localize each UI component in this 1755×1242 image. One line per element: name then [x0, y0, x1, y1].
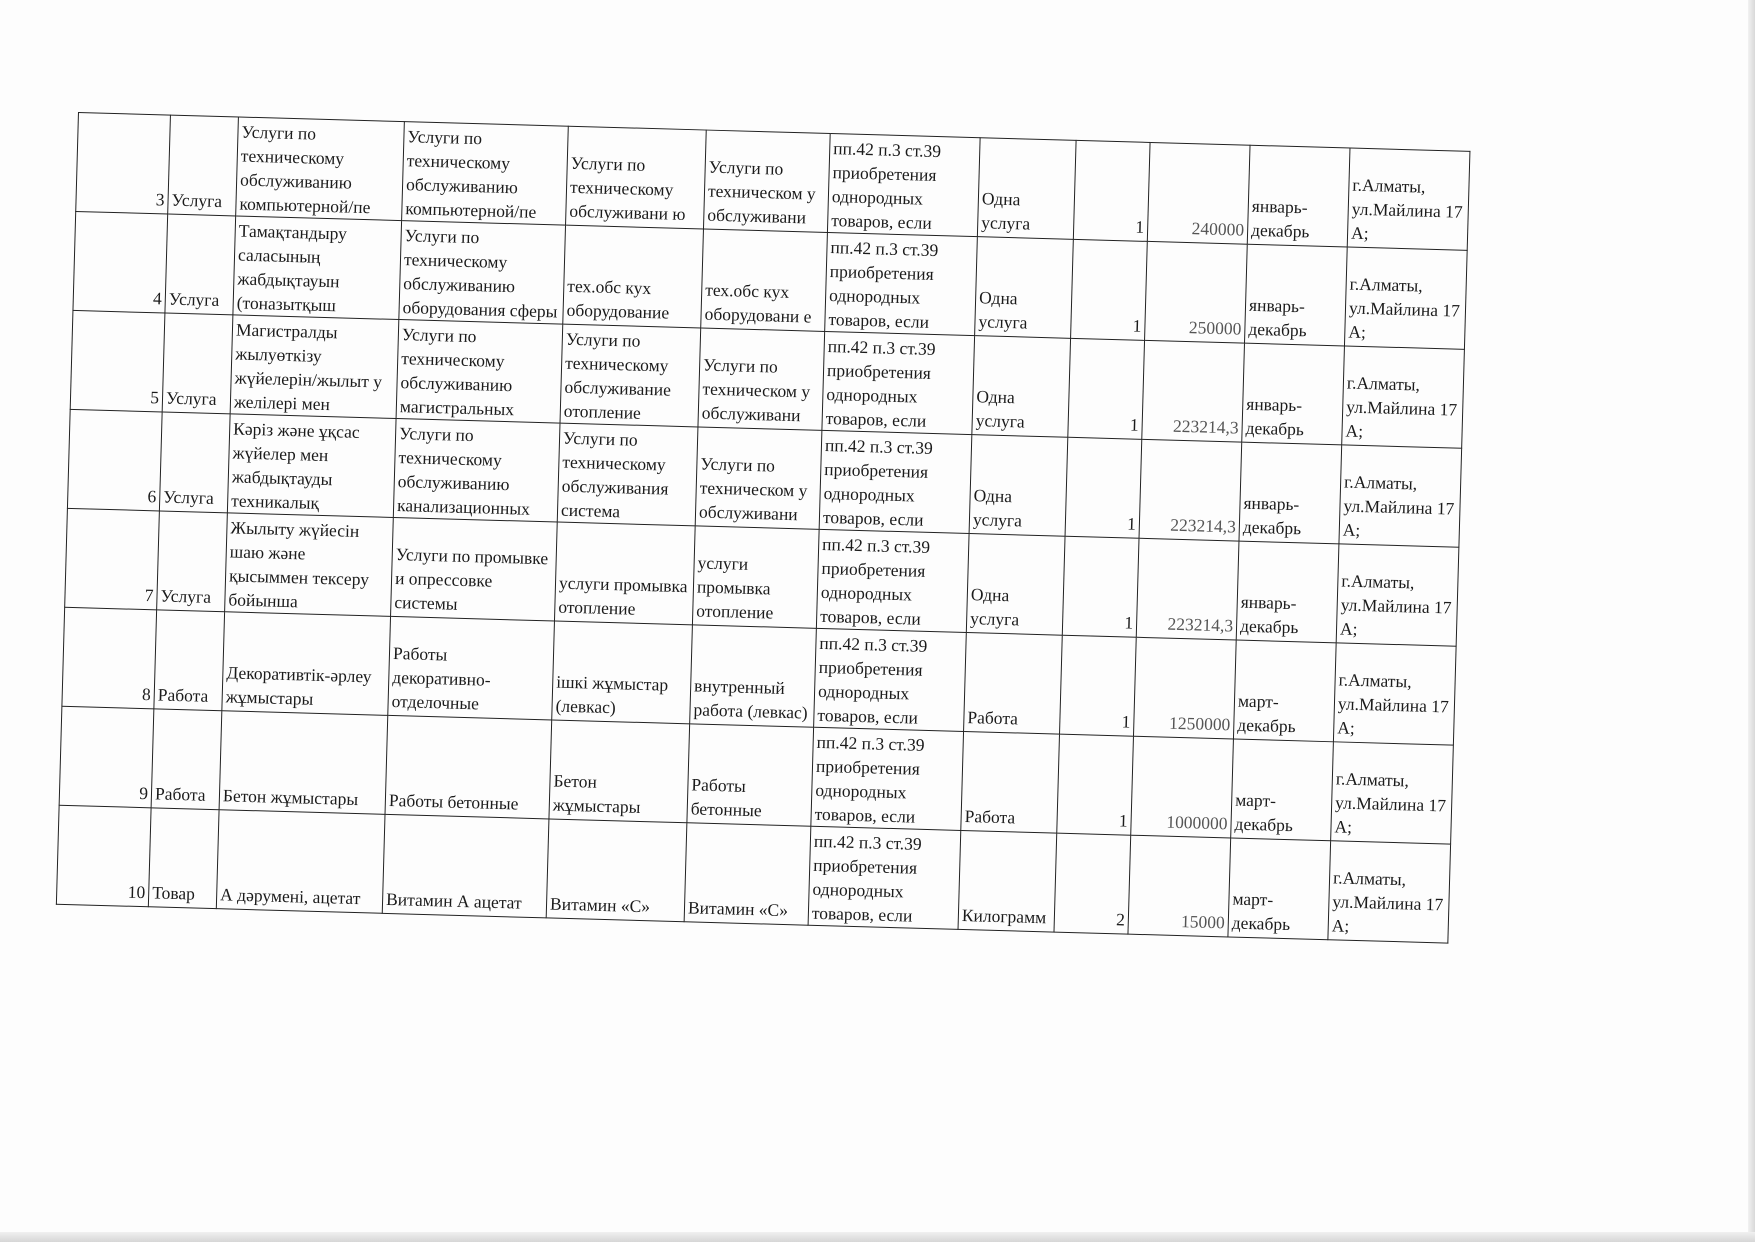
short-description-kz [552, 621, 693, 724]
quantity [1062, 536, 1139, 637]
delivery-place [1331, 742, 1454, 844]
short-description-ru [690, 625, 817, 727]
cell-period: январь-декабрь [1242, 492, 1302, 539]
cell-short-kz: Витамин «С» [549, 893, 651, 917]
cell-name-kz: Бетон жұмыстары [222, 785, 359, 810]
delivery-place [1339, 445, 1462, 547]
short-description-kz [549, 720, 690, 823]
delivery-period [1239, 442, 1342, 544]
cell-short-kz: Услуги по техническому обслуживания система [560, 427, 669, 522]
procurement-plan-table [56, 112, 1471, 944]
quantity [1054, 833, 1131, 934]
amount [1142, 340, 1245, 442]
cell-amount: 1000000 [1166, 811, 1228, 834]
name-kz [230, 315, 399, 419]
delivery-place [1344, 247, 1467, 349]
unit-of-measure [975, 237, 1074, 339]
cell-name-ru: Услуги по техническому обслуживанию компьютерной/пе [405, 126, 537, 222]
procurement-basis [819, 430, 972, 533]
cell-basis: пп.42 п.3 ст.39 приобретения однородных товаров, если [814, 731, 925, 827]
cell-period: январь-декабрь [1239, 591, 1299, 638]
cell-type: Услуга [160, 585, 212, 607]
cell-place: г.Алматы, ул.Майлина 17 А; [1348, 273, 1461, 343]
cell-place: г.Алматы, ул.Майлина 17 А; [1350, 174, 1463, 244]
cell-period: январь-декабрь [1248, 294, 1307, 341]
cell-qty: 1 [1129, 414, 1139, 435]
cell-unit: Одна услуга [969, 584, 1020, 630]
amount [1139, 439, 1242, 541]
cell-amount: 240000 [1191, 218, 1245, 240]
short-description-ru [701, 229, 828, 331]
delivery-period [1236, 541, 1339, 643]
name-ru [402, 122, 569, 226]
item-type [165, 214, 236, 315]
item-type [162, 313, 233, 414]
delivery-period [1231, 739, 1334, 841]
delivery-period [1233, 640, 1336, 742]
cell-basis: пп.42 п.3 ст.39 приобретения однородных товаров, если [822, 434, 934, 530]
name-ru [393, 419, 560, 523]
cell-short-ru: тех.обс кух оборудовани е [704, 279, 812, 327]
item-type [159, 412, 230, 513]
table-body [56, 113, 1470, 944]
cell-qty: 1 [1121, 711, 1131, 732]
scan-bottom-edge [0, 1232, 1755, 1242]
cell-type: Работа [157, 684, 209, 706]
cell-unit: Одна услуга [972, 485, 1023, 531]
name-ru [391, 517, 558, 621]
procurement-basis [811, 727, 964, 830]
unit-of-measure [977, 138, 1076, 240]
procurement-basis [814, 628, 967, 731]
amount [1147, 142, 1250, 244]
cell-unit: Одна услуга [975, 386, 1025, 432]
name-ru [399, 221, 566, 325]
procurement-table-scan [56, 112, 1471, 944]
row-number [73, 211, 168, 313]
cell-short-kz: Бетон жұмыстары [552, 770, 641, 817]
delivery-period [1247, 145, 1350, 247]
cell-short-ru: Услуги по техническом у обслуживани [701, 354, 811, 426]
cell-place: г.Алматы, ул.Майлина 17 А; [1342, 471, 1455, 540]
cell-name-ru: Услуги по техническому обслуживанию магистральных [399, 324, 515, 420]
name-kz [227, 414, 396, 518]
cell-short-kz: Услуги по техническому обслуживание отопление [563, 328, 672, 423]
cell-short-kz: услуги промывка отопление [558, 572, 688, 619]
name-kz [233, 216, 402, 320]
cell-basis: пп.42 п.3 ст.39 приобретения однородных товаров, если [817, 632, 928, 728]
amount [1131, 736, 1234, 838]
cell-short-ru: Витамин «С» [687, 897, 789, 921]
cell-name-kz: Тамақтандыру саласының жабдықтауын (тоназытқыш [236, 220, 348, 316]
amount [1133, 637, 1236, 739]
cell-amount: 223214,3 [1172, 415, 1239, 438]
cell-amount: 250000 [1188, 317, 1242, 339]
cell-no: 4 [152, 288, 163, 309]
name-ru [396, 320, 563, 424]
cell-amount: 223214,3 [1169, 514, 1237, 537]
cell-no: 5 [150, 387, 160, 408]
cell-no: 8 [141, 684, 152, 705]
item-type [148, 808, 219, 909]
short-description-ru [684, 823, 811, 925]
delivery-place [1328, 841, 1451, 943]
scan-right-edge [1748, 0, 1755, 1242]
cell-unit: Одна услуга [980, 188, 1031, 234]
cell-basis: пп.42 п.3 ст.39 приобретения однородных товаров, если [811, 830, 923, 926]
cell-no: 6 [147, 486, 157, 507]
quantity [1073, 140, 1150, 241]
short-description-ru [692, 526, 819, 628]
cell-short-ru: Работы бетонные [690, 774, 762, 821]
procurement-basis [816, 529, 969, 632]
short-description-kz [546, 819, 687, 922]
cell-type: Работа [154, 783, 206, 805]
name-kz [225, 513, 394, 617]
name-kz [219, 711, 388, 815]
cell-name-kz: Услуги по техническому обслуживанию компьютерной/пе [239, 121, 371, 218]
cell-qty: 1 [1126, 513, 1137, 534]
cell-no: 9 [138, 782, 149, 804]
cell-period: март-декабрь [1234, 789, 1294, 836]
name-kz [236, 117, 405, 221]
row-number [70, 310, 165, 412]
cell-place: г.Алматы, ул.Майлина 17 А; [1337, 669, 1450, 738]
cell-amount: 1250000 [1168, 712, 1231, 735]
row-number [59, 706, 154, 808]
cell-qty: 1 [1118, 810, 1128, 831]
cell-short-ru: Услуги по техническом у обслуживани [698, 453, 808, 525]
item-type [157, 511, 228, 612]
cell-name-ru: Витамин А ацетат [385, 888, 522, 913]
cell-short-ru: Услуги по техническом у обслуживани [707, 156, 816, 228]
row-number [67, 409, 162, 511]
cell-place: г.Алматы, ул.Майлина 17 А; [1345, 372, 1458, 442]
delivery-period [1228, 838, 1331, 940]
cell-basis: пп.42 п.3 ст.39 приобретения однородных товаров, если [828, 237, 939, 332]
cell-type: Товар [151, 882, 196, 904]
short-description-kz [563, 225, 704, 328]
unit-of-measure [964, 633, 1063, 735]
cell-unit: Работа [967, 707, 1019, 729]
cell-qty: 1 [1135, 216, 1145, 237]
short-description-ru [698, 328, 825, 430]
cell-unit: Килограмм [961, 904, 1047, 928]
cell-name-ru: Работы бетонные [388, 789, 519, 814]
cell-period: январь-декабрь [1245, 393, 1305, 440]
name-kz [216, 810, 385, 914]
quantity [1068, 338, 1145, 439]
cell-unit: Одна услуга [978, 287, 1028, 333]
cell-name-ru: Услуги по промывке и опрессовке системы [394, 544, 549, 614]
cell-amount: 223214,3 [1167, 613, 1234, 636]
cell-no: 10 [127, 881, 146, 903]
delivery-place [1347, 148, 1470, 250]
cell-period: март-декабрь [1231, 888, 1291, 935]
cell-name-ru: Работы декоративно-отделочные [391, 643, 491, 714]
amount [1136, 538, 1239, 640]
cell-basis: пп.42 п.3 ст.39 приобретения однородных товаров, если [819, 533, 931, 629]
unit-of-measure [969, 435, 1068, 537]
name-ru [382, 814, 549, 918]
item-type [168, 115, 239, 216]
cell-qty: 1 [1124, 612, 1134, 633]
quantity [1065, 437, 1142, 538]
cell-short-kz: ішкі жұмыстар (левкас) [555, 671, 669, 718]
cell-type: Услуга [171, 189, 223, 212]
procurement-basis [822, 331, 975, 434]
cell-name-kz: А дәрумені, ацетат [219, 884, 361, 909]
procurement-basis [827, 134, 980, 237]
short-description-kz [554, 522, 695, 625]
cell-name-kz: Магистралды жылуөткізу жүйелерін/жылыт у желілері мен [233, 319, 383, 415]
item-type [151, 709, 222, 810]
short-description-kz [557, 423, 698, 526]
cell-type: Услуга [165, 387, 217, 409]
cell-qty: 1 [1132, 315, 1142, 336]
name-ru [388, 616, 555, 720]
cell-no: 3 [155, 189, 165, 210]
cell-name-kz: Кәріз және ұқсас жүйелер мен жабдықтауды техникалық [230, 418, 360, 513]
cell-basis: пп.42 п.3 ст.39 приобретения однородных товаров, если [830, 138, 942, 233]
short-description-ru [695, 427, 822, 529]
name-ru [385, 715, 552, 819]
row-number [56, 805, 151, 907]
cell-name-ru: Услуги по техническому обслуживанию оборудования сферы [402, 225, 558, 322]
delivery-place [1342, 346, 1465, 448]
cell-short-kz: Услуги по техническому обслуживани ю [569, 152, 686, 224]
quantity [1071, 239, 1148, 340]
cell-qty: 2 [1115, 909, 1126, 930]
cell-period: март-декабрь [1237, 690, 1296, 737]
short-description-kz [566, 126, 707, 229]
cell-basis: пп.42 п.3 ст.39 приобретения однородных товаров, если [825, 336, 936, 431]
short-description-ru [687, 724, 814, 826]
delivery-place [1333, 643, 1456, 745]
cell-short-kz: тех.обс кух оборудование [566, 275, 670, 323]
unit-of-measure [961, 731, 1060, 833]
short-description-kz [560, 324, 701, 427]
unit-of-measure [972, 336, 1071, 438]
unit-of-measure [966, 534, 1065, 636]
row-number [65, 508, 160, 610]
row-number [62, 607, 157, 709]
delivery-period [1245, 244, 1348, 346]
delivery-place [1336, 544, 1459, 646]
quantity [1060, 635, 1137, 736]
amount [1128, 835, 1231, 937]
cell-short-ru: внутренный работа (левкас) [693, 675, 808, 723]
cell-name-ru: Услуги по техническому обслуживанию канализационных [396, 423, 531, 519]
item-type [154, 610, 225, 711]
unit-of-measure [958, 830, 1057, 932]
cell-period: январь-декабрь [1250, 195, 1310, 242]
cell-no: 7 [144, 585, 154, 606]
cell-place: г.Алматы, ул.Майлина 17 А; [1331, 867, 1444, 936]
cell-unit: Работа [964, 806, 1016, 828]
procurement-basis [808, 826, 961, 929]
cell-name-kz: Жылыту жүйесін шаю және қысыммен тексеру бойынша [228, 517, 370, 612]
name-kz [222, 612, 391, 716]
amount [1145, 241, 1248, 343]
short-description-ru [703, 130, 830, 232]
cell-amount: 15000 [1180, 911, 1226, 933]
cell-place: г.Алматы, ул.Майлина 17 А; [1334, 768, 1447, 837]
cell-place: г.Алматы, ул.Майлина 17 А; [1339, 570, 1452, 639]
delivery-period [1242, 343, 1345, 445]
quantity [1057, 734, 1134, 835]
cell-type: Услуга [163, 486, 215, 508]
cell-name-kz: Декоративтік-әрлеу жұмыстары [225, 662, 372, 709]
cell-short-ru: услуги промывка отопление [696, 552, 774, 623]
procurement-basis [825, 232, 978, 335]
row-number [76, 113, 171, 215]
cell-type: Услуга [168, 288, 220, 311]
